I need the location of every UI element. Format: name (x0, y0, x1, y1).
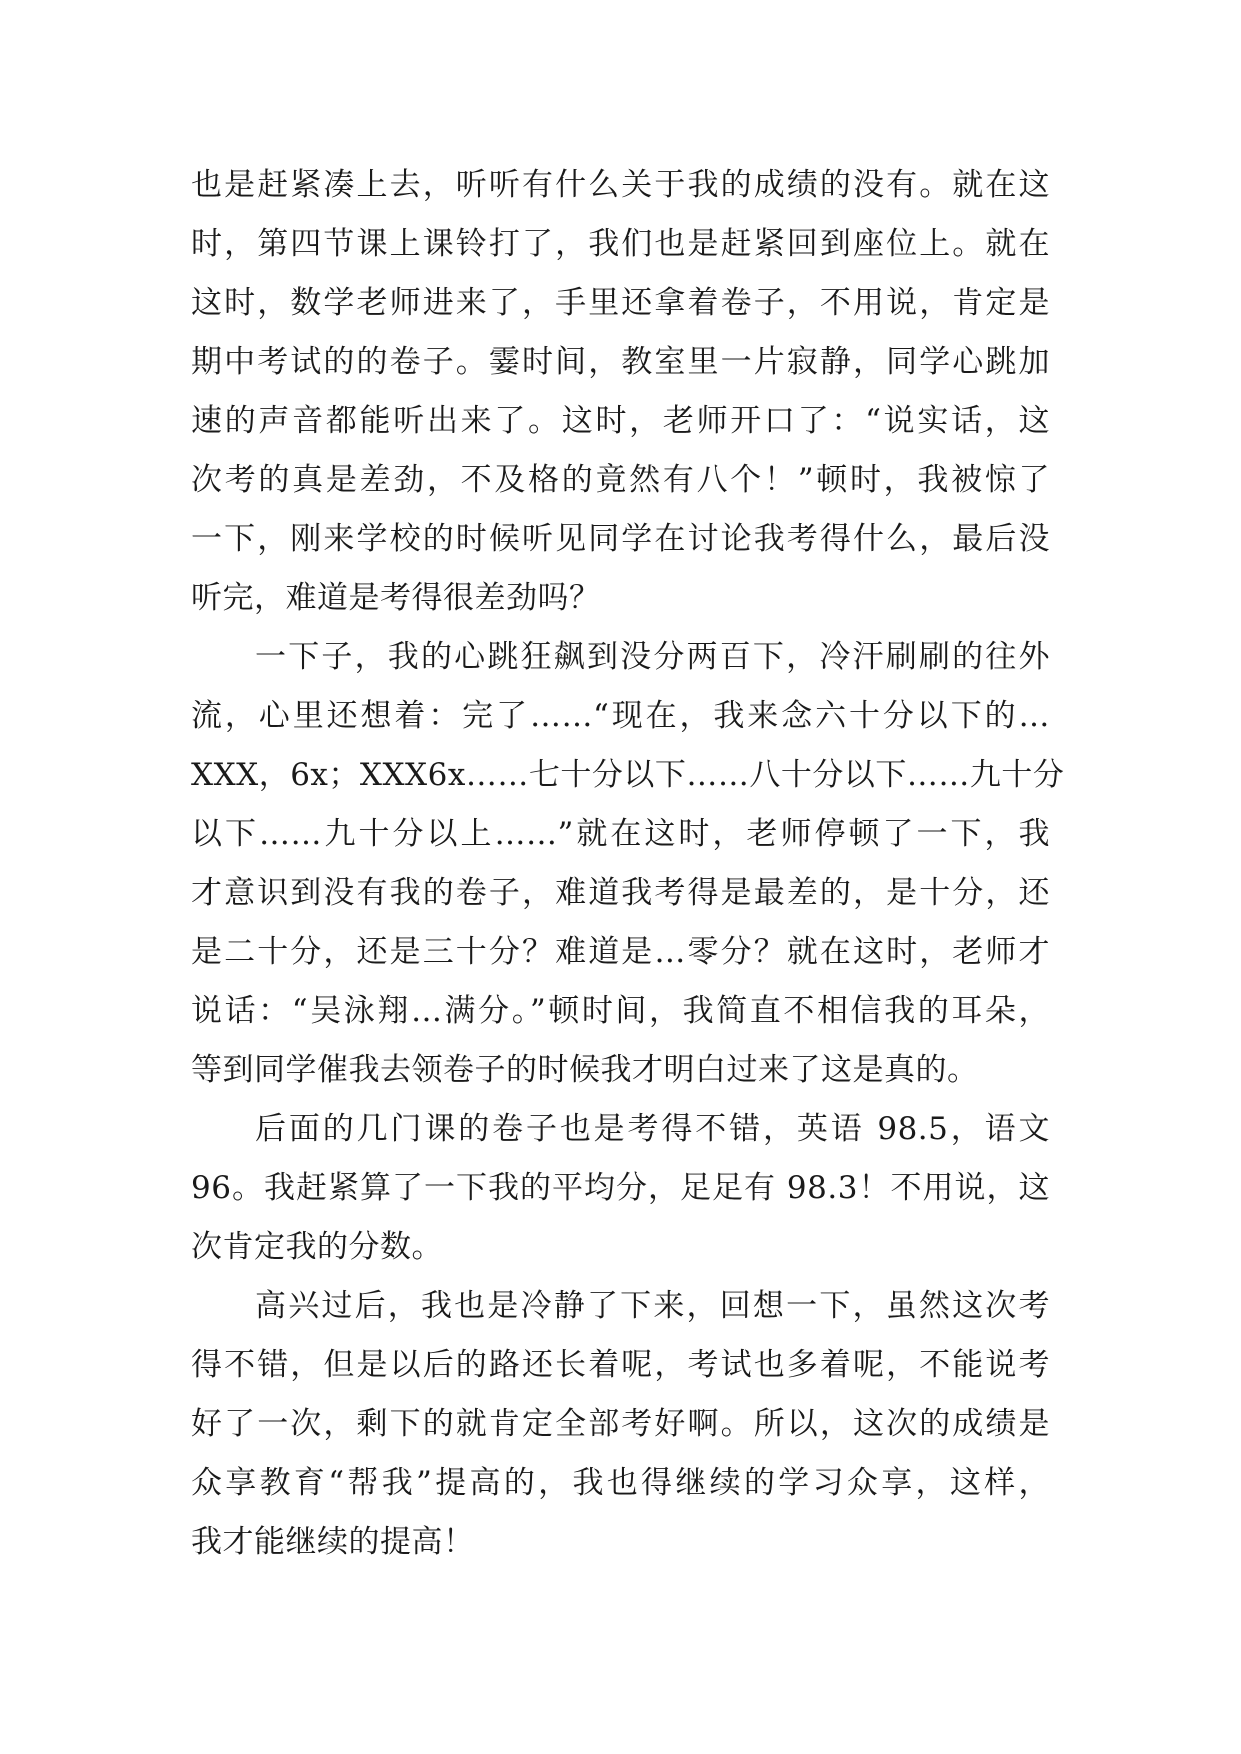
text-line: 次考的真是差劲，不及格的竟然有八个！”顿时，我被惊了 (191, 462, 1050, 498)
text-line: 后面的几门课的卷子也是考得不错，英语 98.5，语文 (255, 1111, 1050, 1147)
text-line: 听完，难道是考得很差劲吗？ (191, 580, 601, 616)
text-line: 说话：“吴泳翔…满分。”顿时间，我简直不相信我的耳朵， (191, 993, 1050, 1029)
document-body (191, 156, 1065, 1572)
text-line: 得不错，但是以后的路还长着呢，考试也多着呢，不能说考 (191, 1347, 1050, 1383)
text-line: 众享教育“帮我”提高的，我也得继续的学习众享，这样， (191, 1465, 1050, 1501)
text-line: 也是赶紧凑上去，听听有什么关于我的成绩的没有。就在这 (191, 167, 1050, 203)
paragraph-4 (191, 1277, 1050, 1572)
text-line: 高兴过后，我也是冷静了下来，回想一下，虽然这次考 (255, 1288, 1050, 1324)
text-line: 好了一次，剩下的就肯定全部考好啊。所以，这次的成绩是 (191, 1406, 1050, 1442)
text-line: 速的声音都能听出来了。这时，老师开口了：“说实话，这 (191, 403, 1050, 439)
text-line: XXX，6x；XXX6x……七十分以下……八十分以下……九十分 (191, 757, 1065, 793)
text-line: 期中考试的的卷子。霎时间，教室里一片寂静，同学心跳加 (191, 344, 1050, 380)
paragraph-3 (191, 1100, 1050, 1277)
paragraph-1 (191, 156, 1050, 628)
paragraph-2 (191, 628, 1065, 1100)
text-line: 这时，数学老师进来了，手里还拿着卷子，不用说，肯定是 (191, 285, 1050, 321)
text-line: 流，心里还想着：完了……“现在，我来念六十分以下的… (191, 698, 1050, 734)
text-line: 96。我赶紧算了一下我的平均分，足足有 98.3！不用说，这 (191, 1170, 1050, 1206)
text-line: 一下，刚来学校的时候听见同学在讨论我考得什么，最后没 (191, 521, 1050, 557)
text-line: 次肯定我的分数。 (191, 1229, 443, 1265)
text-line: 是二十分，还是三十分？难道是…零分？就在这时，老师才 (191, 934, 1050, 970)
text-line: 时，第四节课上课铃打了，我们也是赶紧回到座位上。就在 (191, 226, 1050, 262)
text-line: 等到同学催我去领卷子的时候我才明白过来了这是真的。 (191, 1052, 979, 1088)
text-line: 一下子，我的心跳狂飙到没分两百下，冷汗刷刷的往外 (255, 639, 1050, 675)
text-line: 以下……九十分以上……”就在这时，老师停顿了一下，我 (191, 816, 1050, 852)
text-line: 我才能继续的提高！ (191, 1524, 475, 1560)
text-line: 才意识到没有我的卷子，难道我考得是最差的，是十分，还 (191, 875, 1050, 911)
